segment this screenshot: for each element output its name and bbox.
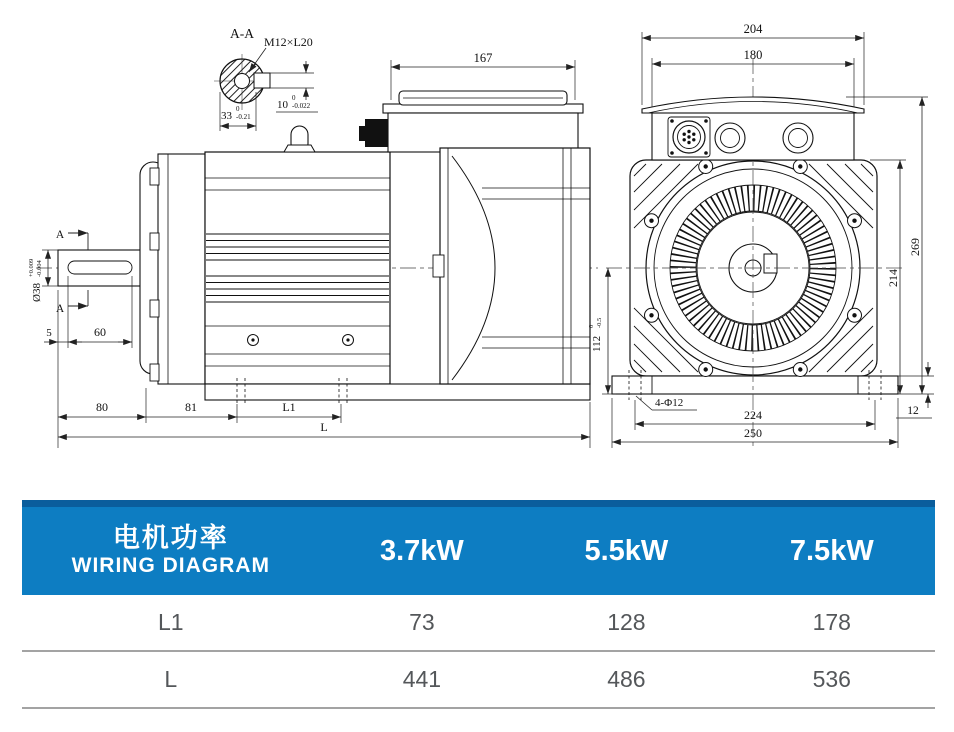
dim-81: 81 — [185, 400, 197, 414]
dim-33-tol-l: -0.21 — [236, 113, 251, 121]
row-value: 128 — [607, 609, 646, 635]
row-label: L — [164, 666, 178, 692]
key-section — [254, 73, 270, 88]
dim-L1: L1 — [282, 400, 296, 414]
mounting-feet — [612, 376, 898, 394]
dim-shaft-dia-tol-u: +0.009 — [28, 258, 35, 277]
dim-shaft-dia: Ø38 — [31, 283, 43, 302]
row-label: L1 — [158, 609, 184, 635]
dim-112-tol-u: 0 — [588, 324, 595, 328]
dim-10-tol-l: -0.022 — [292, 102, 311, 110]
section-title: A-A — [230, 26, 254, 41]
dim-shaft-dia-tol-l: -0.004 — [36, 260, 43, 277]
thread-label: M12×L20 — [264, 35, 313, 49]
section-arrow-label: A — [55, 303, 65, 315]
table-title-en: WIRING DIAGRAM — [71, 554, 270, 578]
table-title-cn: 电机功率 — [112, 523, 229, 554]
dim-10: 10 — [277, 99, 288, 111]
table-title — [22, 523, 320, 578]
motor-front-view — [606, 58, 902, 446]
row-value: 536 — [812, 666, 851, 692]
dim-204: 204 — [743, 22, 763, 36]
row-value: 441 — [402, 666, 442, 692]
power-column-header: 5.5kW — [584, 534, 669, 567]
cable-connector-side — [365, 119, 388, 147]
dim-L: L — [320, 420, 328, 434]
foot-plate — [205, 384, 590, 400]
section-arrow-label: A — [55, 229, 65, 241]
dim-112-tol-l: -0.5 — [596, 317, 603, 328]
dim-214: 214 — [886, 269, 900, 287]
motor-side-view — [36, 91, 598, 403]
dim-33: 33 — [221, 110, 232, 122]
dim-holes: 4-Φ12 — [655, 397, 684, 409]
table-row-l — [22, 652, 935, 707]
dim-5: 5 — [46, 327, 52, 339]
dim-33-tol-u: 0 — [236, 105, 240, 113]
rear-housing — [440, 148, 590, 384]
dim-80: 80 — [96, 400, 108, 414]
dim-10-tol-u: 0 — [292, 94, 296, 102]
wiring-diagram-table — [22, 500, 935, 709]
header-accent-strip — [22, 500, 935, 507]
terminal-box-lid — [642, 97, 864, 113]
row-divider — [22, 707, 935, 709]
motor-body — [205, 152, 390, 384]
table-row-l1 — [22, 595, 935, 650]
dim-180: 180 — [743, 48, 763, 62]
power-column-header: 3.7kW — [379, 534, 464, 567]
key-front — [764, 254, 777, 273]
shaft — [58, 250, 146, 286]
power-column-header: 7.5kW — [789, 534, 874, 567]
dim-250: 250 — [744, 426, 762, 440]
dim-112: 112 — [591, 335, 603, 352]
dim-224: 224 — [744, 408, 762, 422]
dim-60: 60 — [94, 325, 106, 339]
table-header — [22, 507, 935, 595]
row-value: 73 — [409, 609, 435, 635]
dim-269: 269 — [908, 238, 922, 256]
thread-hole — [235, 74, 250, 89]
dim-12: 12 — [907, 405, 919, 417]
dim-167: 167 — [473, 51, 493, 65]
row-value: 178 — [812, 609, 851, 635]
section-aa-view — [214, 26, 318, 131]
row-value: 486 — [607, 666, 646, 692]
